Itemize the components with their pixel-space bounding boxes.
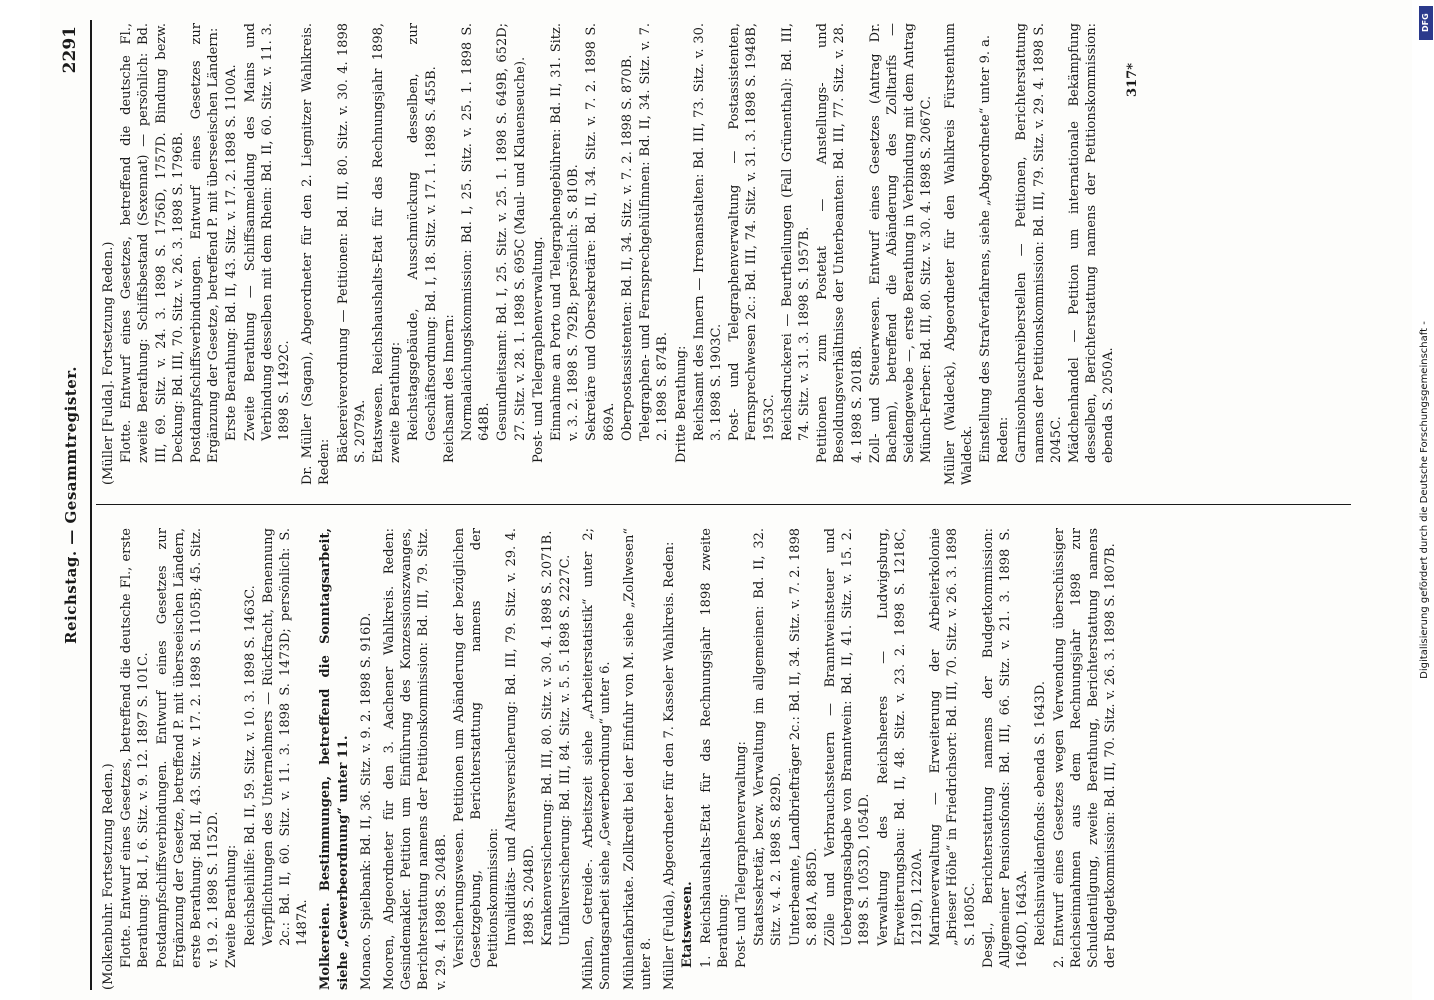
- register-entry: Versicherungswesen. Petitionen um Abänderung der bezüglichen Gesetzgebung, Berichterstattung namens der Petitionskommission:: [451, 528, 502, 968]
- register-entry: Telegraphen- und Fernsprechgehülfinnen: Bd. II, 34. Sitz. v. 7. 2. 1898 S. 874B.: [638, 23, 671, 441]
- register-entry: Reichstagsgebäude, Ausschmückung desselben, zur Geschäftsordnung: Bd. I, 18. Sitz. v. 17. 1. 1898 S. 455B.: [406, 23, 439, 441]
- register-entry: Verwaltung des Reichsheeres — Ludwigsburg, Erweiterungsbau: Bd. II, 48. Sitz. v. 23. 2. 1898 S. 1218C, 1219D, 1220A.: [875, 528, 925, 946]
- dfg-logo: DFG: [1419, 6, 1433, 40]
- register-entry: Postdampfschiffsverbindungen. Entwurf eines Gesetzes zur Ergänzung der Gesetze, betreffend P. mit überseeischen Ländern:: [189, 23, 222, 463]
- register-entry: Mooren, Abgeordneter für den 3. Aachener Wahlkreis. Reden: Gesindemakler. Petition um Einführung des Konzessionszwanges, Berichterstattung namens der Petitionskommission: Bd. III, 79. Sitz. v. 29. 4. 1898 S. 2048B.: [382, 528, 449, 990]
- register-entry: Müller (Waldeck), Abgeordneter für den Wahlkreis Fürstenthum Waldeck.: [942, 23, 975, 485]
- register-entry: Petitionen zum Postetat — Anstellungs- und Besoldungsverhältnisse der Unterbeamten: Bd. III, 77. Sitz. v. 28. 4. 1898 S. 2018B.: [815, 23, 865, 463]
- register-entry: Bäckereiverordnung — Petitionen: Bd. III, 80. Sitz. v. 30. 4. 1898 S. 2079A.: [335, 23, 368, 463]
- register-entry: Sekretäre und Obersekretäre: Bd. II, 34. Sitz. v. 7. 2. 1898 S. 869A.: [584, 23, 617, 441]
- register-entry: Reichsamt des Innern:: [441, 314, 457, 463]
- register-entry: Mühlenfabrikate. Zollkredit bei der Einfuhr von M. siehe „Zollwesen“ unter 8.: [621, 528, 654, 990]
- register-entry: Postdampfschiffsverbindungen. Entwurf eines Gesetzes zur Ergänzung der Gesetze, betreffend P. mit überseeischen Ländern, erste Berathung: Bd. II, 43. Sitz. v. 17. 2. 1898 S. 1105B; 45. Sitz. v. 19. 2. 1898 S. 1152D.: [154, 528, 222, 968]
- page-header: [50, 20, 90, 990]
- register-entry: Oberpostassistenten: Bd. II, 34. Sitz. v. 7. 2. 1898 S. 870B.: [619, 54, 635, 441]
- register-entry: Reichsdruckerei — Beurtheilungen (Fall Grünenthal): Bd. III, 74. Sitz. v. 31. 3. 1898 S. 1957B.: [779, 23, 812, 441]
- register-entry: 2. Entwurf eines Gesetzes wegen Verwendung überschüssiger Reichseinnahmen aus dem Rechnungsjahr 1898 zur Schuldentilgung, zweite Berathung, Berichterstattung namens der Budgetkommission: Bd. III, 70. Sitz. v. 26. 3. 1898 S. 1807B.: [1051, 528, 1119, 968]
- register-entry: Reden:: [996, 416, 1012, 463]
- register-entry: Normalaichungskommission: Bd. I, 25. Sitz. v. 25. 1. 1898 S. 648B.: [460, 23, 493, 441]
- register-entry: Einnahme an Porto und Telegraphengebühren: Bd. II, 31. Sitz. v. 3. 2. 1898 S. 792B; persönlich: S. 810B.: [549, 23, 582, 441]
- column-divider: [96, 504, 1351, 505]
- right-column: [100, 23, 1350, 485]
- register-entry: Dr. Müller (Sagan), Abgeordneter für den 2. Liegnitzer Wahlkreis. Reden:: [300, 23, 333, 485]
- register-entry: Desgl., Berichterstattung namens der Budgetkommission: Allgemeiner Pensionsfonds: Bd. III, 66. Sitz. v. 21. 3. 1898 S. 1640D, 1643A.: [980, 528, 1031, 968]
- register-entry: Krankenversicherung: Bd. III, 80. Sitz. v. 30. 4. 1898 S. 2071B.: [539, 530, 555, 946]
- register-entry: Zweite Berathung — Schiffsanmeldung des Mains und Verbindung desselben mit dem Rhein: Bd. II, 60. Sitz. v. 11. 3. 1898 S. 1492C.: [242, 23, 293, 441]
- register-entry: Reichsamt des Innern — Irrenanstalten: Bd. III, 73. Sitz. v. 30. 3. 1898 S. 1903C.: [691, 23, 724, 441]
- register-entry: Marineverwaltung — Erweiterung der Arbeiterkolonie „Brieser Höhe“ in Friedrichsort: Bd. III, 70. Sitz. v. 26. 3. 1898 S. 1805C.: [928, 528, 978, 946]
- register-entry: Monaco. Spielbank: Bd. II, 36. Sitz. v. 9. 2. 1898 S. 916D.: [358, 612, 374, 990]
- register-entry: Unterbeamte, Landbriefträger 2c.: Bd. II, 34. Sitz. v. 7. 2. 1898 S. 881A, 885D.: [787, 528, 820, 946]
- register-entry: Post- und Telegraphenverwaltung:: [733, 741, 749, 968]
- register-entry: Einstellung des Strafverfahrens, siehe „Abgeordnete“ unter 9. a.: [977, 35, 993, 463]
- register-entry: Staatssekretär, bezw. Verwaltung im allgemeinen: Bd. II, 32. Sitz. v. 4. 2. 1898 S. 829D.: [752, 528, 785, 946]
- register-entry: (Müller [Fulda]. Fortsetzung Reden.): [101, 241, 116, 485]
- register-entry: Flotte. Entwurf eines Gesetzes, betreffend die deutsche Fl., zweite Berathung: Schiffsbestand (Sexennat) — persönlich: Bd. III, 69. Sitz. v. 24. 3. 1898 S. 1756D, 1757D. Bindung bezw. Deckung: Bd. III, 70. Sitz. v. 26. 3. 1898 S. 1796B.: [119, 23, 186, 463]
- register-entry: Zoll- und Steuerwesen. Entwurf eines Gesetzes (Antrag Dr. Bachem), betreffend die Abänderung des Zolltarifs — Seidengewebe —, erste Berathung in Verbindung mit dem Antrag Münch-Ferber: Bd. III, 80. Sitz. v. 30. 4. 1898 S. 2067C.: [867, 23, 935, 463]
- register-entry: Mühlen, Getreide-. Arbeitszeit siehe „Arbeiterstatistik“ unter 2; Sonntagsarbeit siehe „Gewerbeordnung“ unter 6.: [581, 528, 614, 990]
- funding-note: Digitalisierung gefördert durch die Deutsche Forschungsgemeinschaft -: [1419, 321, 1430, 679]
- running-title: Reichstag. — Gesammtregister.: [62, 366, 80, 644]
- left-column: [100, 528, 1350, 990]
- register-entry: Post- und Telegraphenverwaltung.: [530, 236, 546, 463]
- register-entry: Erste Berathung: Bd. II, 43. Sitz. v. 17. 2. 1898 S. 1100A.: [224, 64, 240, 441]
- register-entry: Dritte Berathung:: [673, 345, 689, 463]
- register-entry: (Molkenbuhr. Fortsetzung Reden.): [101, 763, 116, 990]
- register-entry: Reichsinvalidenfonds: ebenda S. 1643D.: [1033, 681, 1049, 946]
- register-entry: Garnisonbauschreiberstellen — Petitionen, Berichterstattung namens der Petitionskommission: Bd. III, 79. Sitz. v. 29. 4. 1898 S. 2045C.: [1014, 23, 1064, 463]
- register-entry: Zweite Berathung:: [224, 844, 240, 968]
- register-entry: Etatswesen.: [680, 881, 696, 968]
- register-entry: Etatswesen. Reichshaushalts-Etat für das Rechnungsjahr 1898, zweite Berathung:: [371, 23, 404, 463]
- register-entry: Invaliditäts- und Altersversicherung: Bd. III, 79. Sitz. v. 29. 4. 1898 S. 2048D.: [504, 528, 537, 946]
- register-entry: Mädchenhandel — Petition um internationale Bekämpfung desselben, Berichterstattung namens der Petitionskommission: ebenda S. 2050A.: [1066, 23, 1117, 463]
- register-entry: Verpflichtungen des Unternehmers — Rückfracht, Benennung 2c.: Bd. II, 60. Sitz. v. 11. 3. 1898 S. 1473D; persönlich: S. 1487A.: [260, 528, 311, 946]
- register-entry: Post- und Telegraphenverwaltung — Postassistenten, Fernsprechwesen 2c.: Bd. III, 74. Sitz. v. 31. 3. 1898 S. 1948B, 1953C.: [727, 23, 777, 441]
- page-number: 2291: [60, 26, 80, 74]
- register-entry: Reichsbeihilfe: Bd. II, 59. Sitz. v. 10. 3. 1898 S. 1463C.: [242, 585, 258, 946]
- register-entry: Gesundheitsamt: Bd. I, 25. Sitz. v. 25. 1. 1898 S. 649B, 652D; 27. Sitz. v. 28. 1. 1898 S. 695C (Maul- und Klauenseuche).: [495, 23, 528, 441]
- register-entry: Zölle und Verbrauchssteuern — Branntweinsteuer und Uebergangsabgabe von Branntwein: Bd. II, 41. Sitz. v. 15. 2. 1898 S. 1053D, 1054D.: [822, 528, 873, 946]
- register-entry: Flotte. Entwurf eines Gesetzes, betreffend die deutsche Fl., erste Berathung: Bd. I, 6. Sitz. v. 9. 12. 1897 S. 101C.: [119, 528, 152, 968]
- register-entry: Molkereien. Bestimmungen, betreffend die Sonntagsarbeit, siehe „Gewerbeordnung“ unter 11.: [318, 528, 351, 990]
- signature-mark: 317*: [1124, 63, 1140, 97]
- register-entry: 1. Reichshaushalts-Etat für das Rechnungsjahr 1898 zweite Berathung:: [698, 528, 731, 968]
- header-rule: [90, 20, 92, 990]
- register-entry: Müller (Fulda), Abgeordneter für den 7. Kasseler Wahlkreis. Reden:: [662, 541, 678, 990]
- register-page: [50, 20, 1360, 990]
- register-entry: Unfallversicherung: Bd. III, 84. Sitz. v. 5. 5. 1898 S. 2227C.: [558, 554, 574, 946]
